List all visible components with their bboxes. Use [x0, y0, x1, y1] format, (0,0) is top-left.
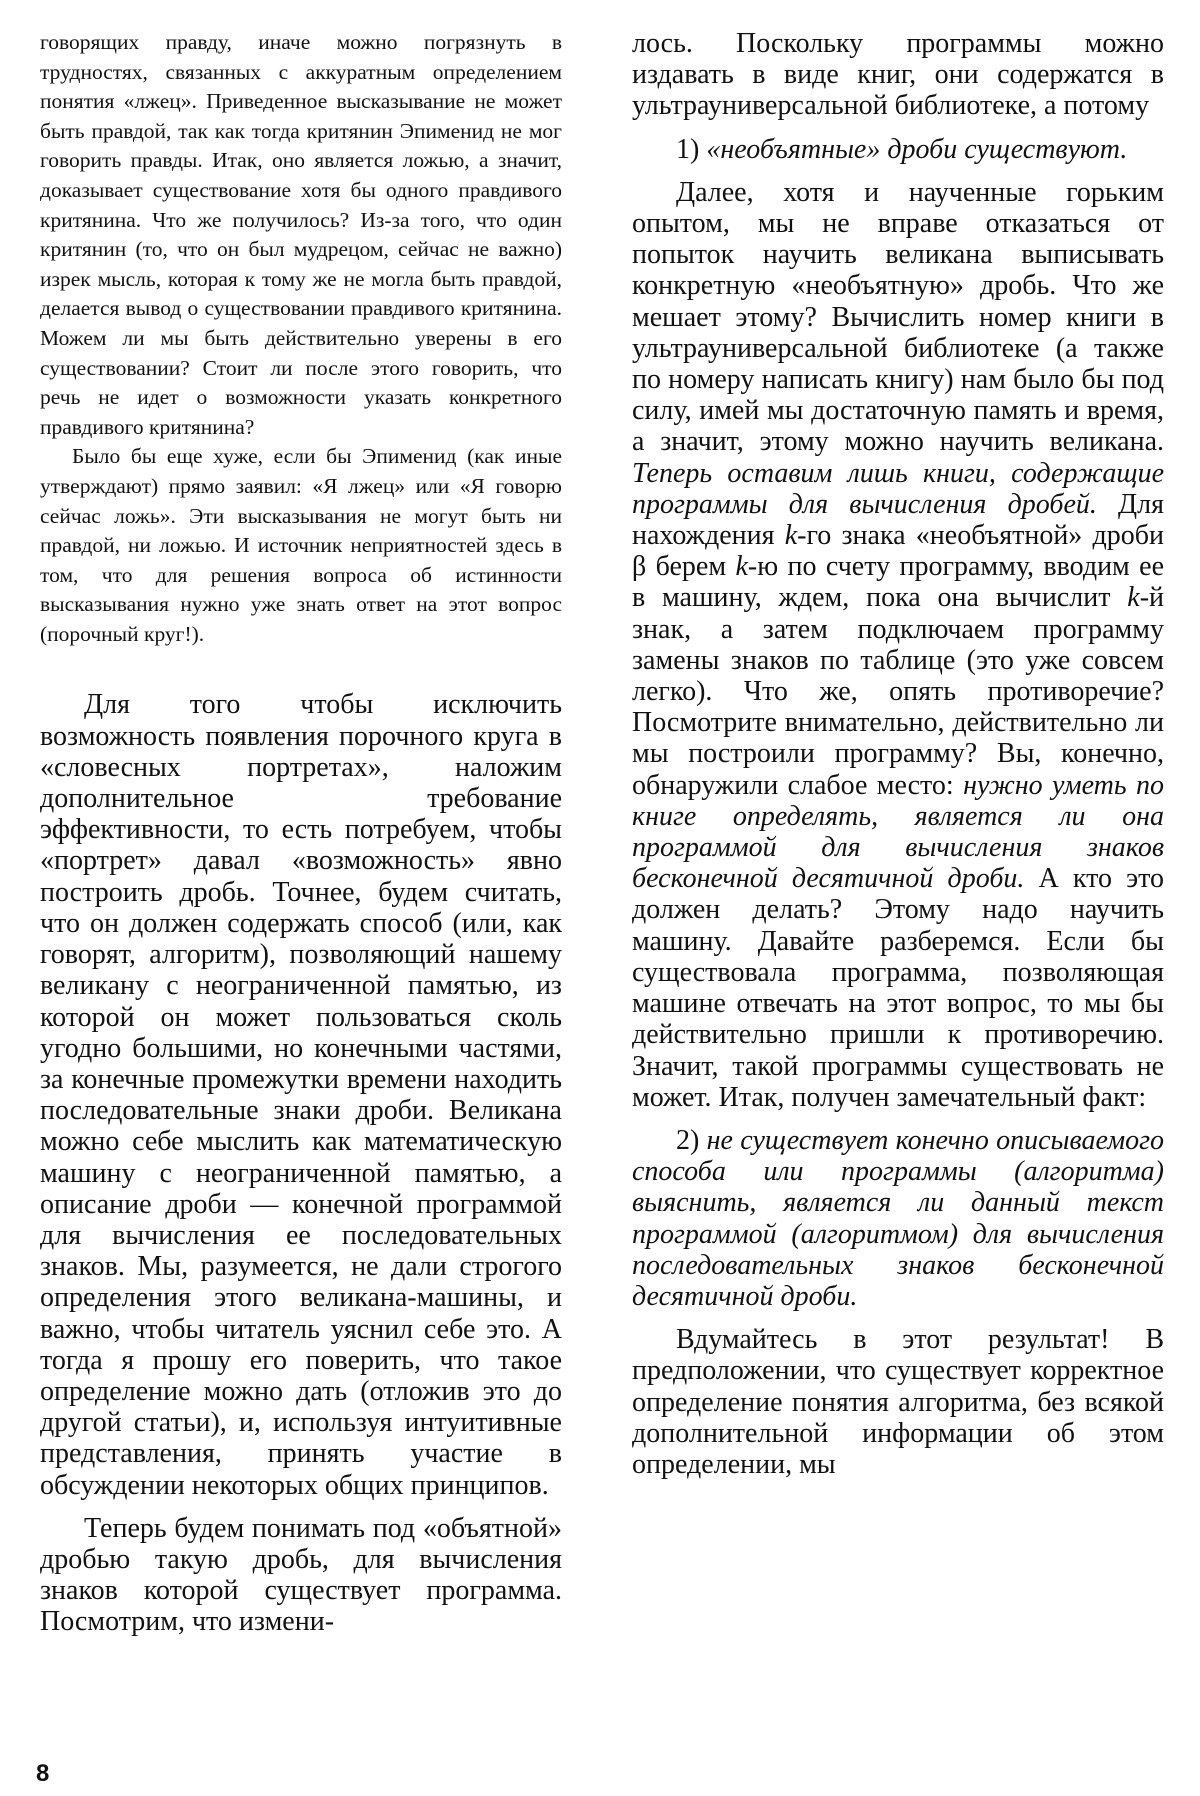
right-column: [632, 28, 1164, 1480]
statement-2: [632, 1125, 1164, 1312]
main-paragraph-computable: Теперь будем понимать под «объятной» дробью такую дробь, для вычисления знаков которой существует программа. Посмотрим, что измени-: [40, 1512, 562, 1638]
variable-k: k: [1127, 582, 1140, 614]
epimenides-note: [40, 28, 562, 649]
note-paragraph-2: Было бы еще хуже, если бы Эпименид (как иные утверждают) прямо заявил: «Я лжец» или «Я говорю сейчас ложь». Эти высказывания не могут быть ни правдой, ни ложью. И источник неприятностей здесь в том, что для решения вопроса об истинности высказывания нужно уже знать ответ на этот вопрос (порочный круг!).: [40, 444, 562, 646]
emphasis-run: нужно уметь по книге определять, является ли она программой для вычисления знаков бесконечной десятичной дроби.: [632, 769, 1164, 895]
text-run: Для нахождения: [632, 488, 1165, 552]
text-run: Далее, хотя и наученные горьким опытом, мы не вправе отказаться от попыток научить великана выписывать конкретную «необъятную» дробь. Что же мешает этому? Вычислить номер книги в ультрауниверсальной библиотеке (а также по номеру написать книгу) нам было бы под силу, имей мы достаточную память и время, а значит, этому можно научить великана.: [632, 176, 1164, 458]
statement-1-number: 1): [676, 133, 707, 165]
text-run: -й знак, а затем подключаем программу замены знаков по таблице (это уже совсем легко). Что же, опять противоречие? Посмотрите внимательно, действительно ли мы построили программу? Вы, конечно, обнаружили слабое место:: [632, 582, 1164, 801]
left-column: [40, 28, 562, 1638]
paragraph-result: Вдумайтесь в этот результат! В предположении, что существует корректное определение понятия алгоритма, без всякой дополнительной информации об этом определении, мы: [632, 1324, 1164, 1480]
variable-k: k: [784, 520, 798, 552]
statement-1: [632, 134, 1164, 165]
left-main-text: [40, 689, 562, 1637]
page-number: 8: [36, 1760, 50, 1787]
statement-2-number: 2): [676, 1124, 707, 1156]
note-paragraph-1: говорящих правду, иначе можно погрязнуть в трудностях, связанных с аккуратным определением понятия «лжец». Приведенное высказывание не может быть правдой, так как тогда критянин Эпименид не мог говорить правды. Итак, оно является ложью, а значит, доказывает существование хотя бы одного правдивого критянина. Что же получилось? Из-за того, что один критянин (то, что он был мудрецом, сейчас не важно) изрек мысль, которая к тому же не могла быть правдой, делается вывод о существовании правдивого критянина. Можем ли мы быть действительно уверены в его существовании? Стоит ли после этого говорить, что речь не идет о возможности указать конкретного правдивого критянина?: [40, 30, 562, 439]
statement-2-text: не существует конечно описываемого способа или программы (алгоритма) выяснить, является ли данный текст программой (алгоритмом) для вычисления последовательных знаков бесконечной десятичной дроби.: [632, 1124, 1164, 1312]
continued-paragraph: лось. Поскольку программы можно издавать в виде книг, они содержатся в ультрауниверсальной библиотеке, а потому: [632, 28, 1164, 122]
emphasis-run: Теперь оставим лишь книги, содержащие программы для вычисления дробей.: [632, 457, 1164, 520]
main-paragraph-effectiveness: Для того чтобы исключить возможность появления порочного круга в «словесных портретах», наложим дополнительное требование эффективности, то есть потребуем, чтобы «портрет» давал «возможность» явно построить дробь. Точнее, будем считать, что он должен содержать способ (или, как говорят, алгоритм), позволяющий нашему великану с неограниченной памятью, из которой он может пользоваться сколь угодно большими, но конечными частями, за конечные промежутки времени находить последовательные знаки дроби. Великана можно себе мыслить как математическую машину с неограниченной памятью, а описание дроби — конечной программой для вычисления ее последовательных знаков. Мы, разумеется, не дали строгого определения этого великана-машины, и важно, чтобы читатель уяснил себе это. А тогда я прошу его поверить, что такое определение можно дать (отложив это до другой статьи), и, используя интуитивные представления, принять участие в обсуждении некоторых общих принципов.: [40, 689, 562, 1501]
text-run: -го знака «необъятной» дроби β берем: [632, 520, 1164, 583]
text-run: А кто это должен делать? Этому надо научить машину. Давайте разберемся. Если бы существовала программа, позволяющая машине отвечать на этот вопрос, то мы бы действительно пришли к противоречию. Значит, такой программы существовать не может. Итак, получен замечательный факт:: [632, 863, 1164, 1113]
right-main-text: [632, 28, 1164, 1480]
variable-k: k: [735, 551, 748, 583]
statement-1-text: «необъятные» дроби существуют.: [706, 133, 1128, 165]
paragraph-giant-program: [632, 177, 1164, 1113]
text-run: -ю по счету программу, вводим ее в машину, ждем, пока она вычислит: [632, 551, 1165, 614]
